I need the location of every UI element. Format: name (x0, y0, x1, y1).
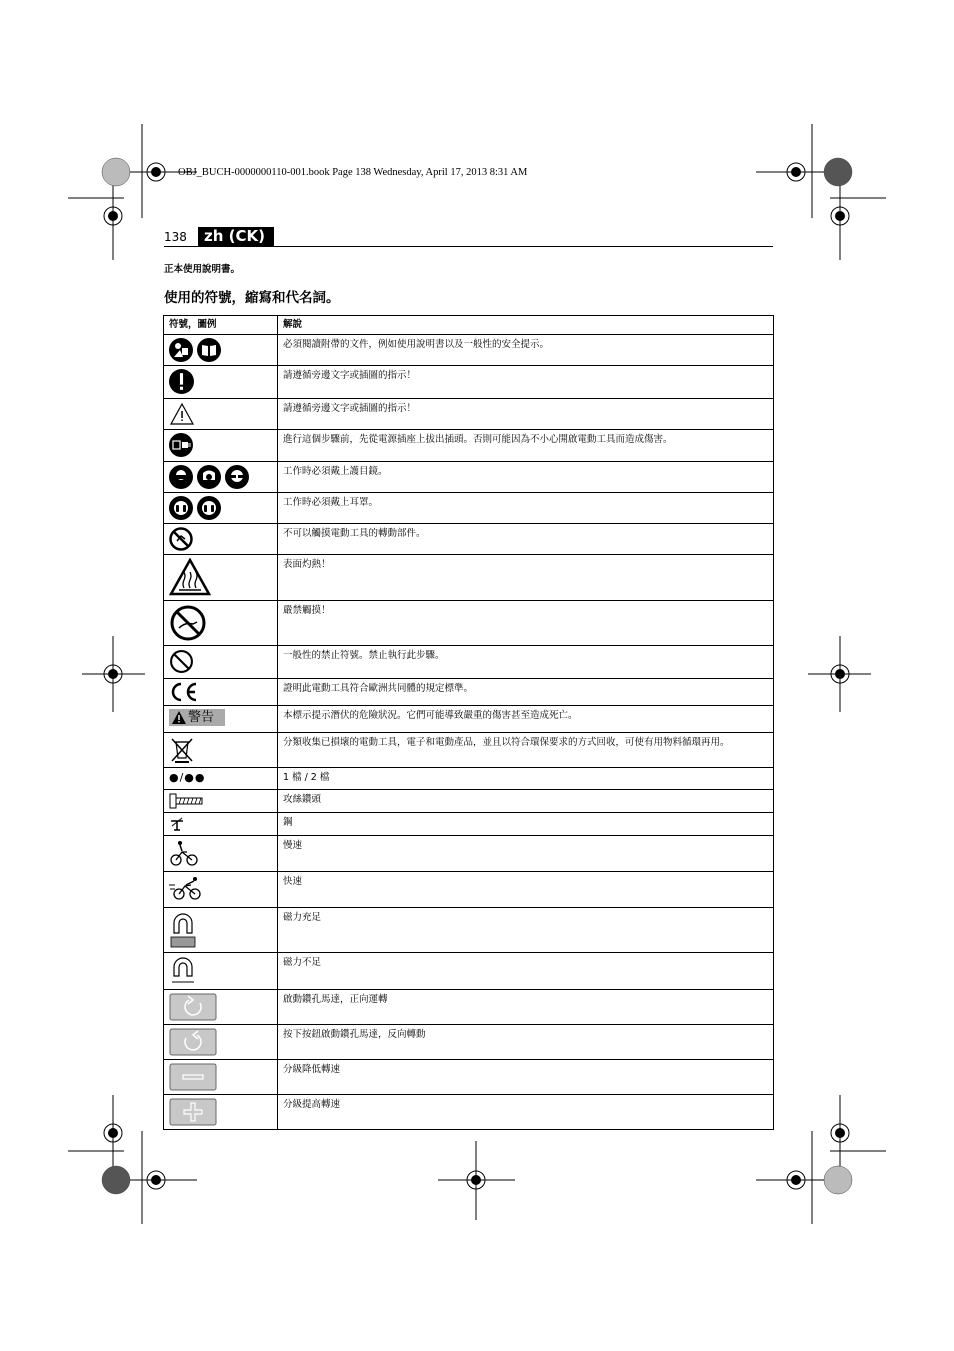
table-row (164, 1025, 774, 1060)
row-description: 必須閱讀附帶的文件，例如使用說明書以及一般性的安全提示。 (278, 335, 774, 366)
section-title: 使用的符號，縮寫和代名詞。 (164, 290, 340, 306)
prohibition-icon (169, 649, 194, 674)
speed-dots-label: ●/●● (169, 771, 206, 784)
goggles-icon (169, 465, 193, 489)
row-description: 按下按鈕啟動鑽孔馬達，反向轉動 (278, 1025, 774, 1060)
row-description: 分級降低轉速 (278, 1060, 774, 1095)
table-row (164, 872, 774, 908)
table-row (164, 813, 774, 836)
symbols-table (163, 315, 774, 1130)
tap-drill-icon (169, 793, 203, 809)
row-description: 請遵循旁邊文字或插圖的指示！ (278, 399, 774, 430)
table-row (164, 601, 774, 646)
row-description: 快速 (278, 872, 774, 908)
warning-triangle-icon (169, 402, 195, 426)
fast-speed-icon (169, 875, 203, 901)
face-shield-icon (197, 465, 221, 489)
table-row (164, 953, 774, 990)
table-row (164, 399, 774, 430)
row-description: 請遵循旁邊文字或插圖的指示！ (278, 366, 774, 399)
page-number: 138 (164, 230, 187, 244)
no-touch-rotating-icon (169, 527, 193, 551)
ce-mark-icon (169, 682, 199, 702)
row-description: 分級提高轉速 (278, 1095, 774, 1130)
row-description: 啟動鑽孔馬達，正向運轉 (278, 990, 774, 1025)
magnet-weak-icon (169, 956, 197, 986)
row-description: 1 檔 / 2 檔 (278, 768, 774, 790)
unplug-icon (169, 433, 193, 457)
rotate-forward-button-icon (169, 993, 217, 1021)
table-row (164, 366, 774, 399)
row-description: 本標示提示潛伏的危險狀況。它們可能導致嚴重的傷害甚至造成死亡。 (278, 706, 774, 733)
table-row (164, 836, 774, 872)
steel-icon (169, 816, 185, 832)
table-row (164, 555, 774, 601)
row-description: 磁力不足 (278, 953, 774, 990)
row-description: 表面灼熱！ (278, 555, 774, 601)
row-description: 鋼 (278, 813, 774, 836)
row-description: 分類收集已損壞的電動工具，電子和電動產品，並且以符合環保要求的方式回收，可使有用物料循環再用。 (278, 733, 774, 768)
table-row (164, 1095, 774, 1130)
ear-protection-icon (197, 496, 221, 520)
table-row (164, 768, 774, 790)
row-description: 攻絲鑽頭 (278, 790, 774, 813)
exclamation-icon (169, 369, 194, 394)
row-description: 證明此電動工具符合歐洲共同體的規定標準。 (278, 679, 774, 706)
table-row (164, 790, 774, 813)
rotate-reverse-button-icon (169, 1028, 217, 1056)
book-icon (197, 338, 221, 362)
table-row (164, 430, 774, 462)
table-row (164, 990, 774, 1025)
row-description: 磁力充足 (278, 908, 774, 953)
language-badge: zh (CK) (198, 227, 274, 246)
warning-label-icon (169, 709, 225, 726)
table-row (164, 335, 774, 366)
row-description: 進行這個步驟前，先從電源插座上拔出插頭。否則可能因為不小心開啟電動工具而造成傷害。 (278, 430, 774, 462)
row-description: 嚴禁觸摸！ (278, 601, 774, 646)
row-description: 不可以觸摸電動工具的轉動部件。 (278, 524, 774, 555)
hot-surface-icon (169, 558, 211, 596)
magnet-full-icon (169, 911, 197, 949)
slow-speed-icon (169, 839, 199, 867)
header-rule (164, 246, 773, 247)
read-manual-icon (169, 338, 193, 362)
row-description: 工作時必須戴上耳罩。 (278, 493, 774, 524)
document-subtitle: 正本使用說明書。 (164, 264, 241, 275)
file-info-line: OBJ_BUCH-0000000110-001.book Page 138 Wednesday, April 17, 2013 8:31 AM (178, 167, 528, 178)
row-description: 慢速 (278, 836, 774, 872)
table-row (164, 493, 774, 524)
table-header-row (164, 316, 774, 335)
table-row (164, 524, 774, 555)
plus-button-icon (169, 1098, 217, 1126)
warning-triangle-icon (172, 711, 186, 724)
safety-glasses-icon (225, 465, 249, 489)
row-description: 工作時必須戴上護目鏡。 (278, 462, 774, 493)
weee-bin-icon (169, 736, 195, 764)
no-touch-icon (169, 604, 207, 642)
table-row (164, 1060, 774, 1095)
ear-protection-icon (169, 496, 193, 520)
table-row (164, 646, 774, 679)
warning-label-text: 警告 (188, 710, 215, 725)
row-description: 一般性的禁止符號。禁止執行此步驟。 (278, 646, 774, 679)
column-header-symbol: 符號，圖例 (164, 316, 278, 335)
table-row (164, 733, 774, 768)
column-header-meaning: 解說 (278, 316, 774, 335)
table-row (164, 462, 774, 493)
table-row (164, 679, 774, 706)
minus-button-icon (169, 1063, 217, 1091)
table-row (164, 908, 774, 953)
table-row (164, 706, 774, 733)
